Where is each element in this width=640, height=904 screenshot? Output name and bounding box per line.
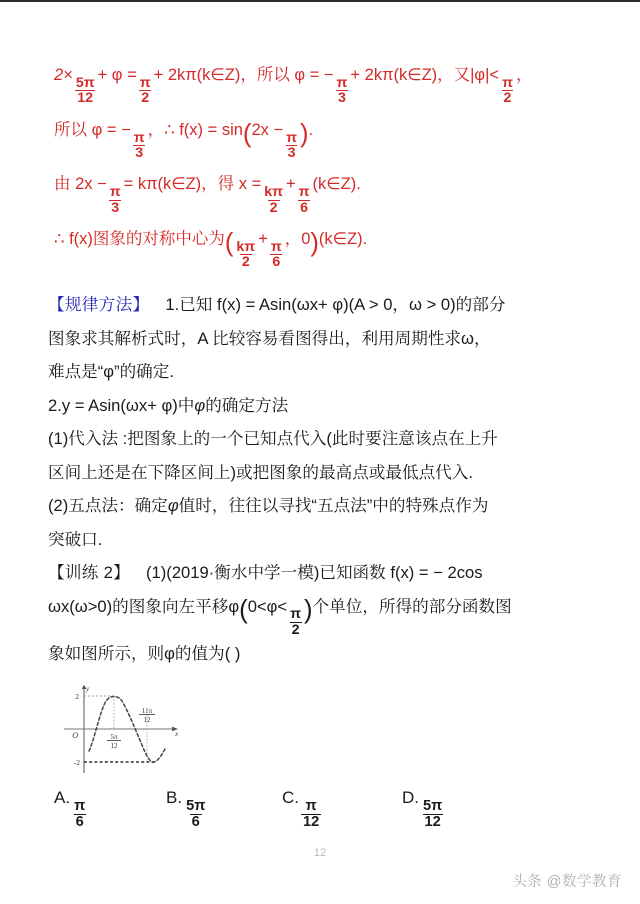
sol3-end: (k∈Z). (312, 175, 361, 194)
x-tick-label-5pi-12 (107, 733, 121, 750)
solution-block (54, 64, 614, 283)
option-b-label: B. (166, 788, 183, 807)
method-item2-post: 的确定方法 (205, 395, 289, 415)
method-sub2-pre: (2)五点法：确定 (48, 496, 168, 515)
sol2-left-paren: ( (242, 119, 252, 148)
sol1-lead: 2× (54, 66, 73, 84)
body-text-block (48, 288, 614, 671)
exercise-left-paren: ( (239, 596, 248, 625)
sol4-end: (k∈Z). (318, 230, 368, 249)
sol1-tail: + 2kπ(k∈Z)，又|φ|< (350, 66, 500, 84)
sol4-mid: ，0 (284, 230, 311, 249)
sol2-inner: 2x − (251, 120, 284, 139)
solution-line-1 (54, 64, 614, 106)
sol1-frac-pi-2b: $\frac{\pi}{2}$ (502, 74, 513, 107)
exercise-line-3: 象如图所示，则φ的值为( ) (48, 644, 241, 664)
exercise-stem-1: (1)(2019·衡水中学一模)已知函数 f(x) = − 2cos (146, 563, 483, 582)
exercise-line-2 (48, 590, 614, 638)
sol2-mid: ，∴ f(x) = sin (147, 120, 243, 139)
y-axis-label: y (86, 685, 90, 693)
sol1-frac-pi-3: $\frac{\pi}{3}$ (336, 74, 348, 107)
method-item1-line3: 难点是“φ”的确定. (48, 362, 174, 381)
method-sub2-post: 值时，往往以寻找“五点法”中的特殊点作为 (178, 496, 489, 515)
sol2-frac-pi-3b: $\frac{\pi}{3}$ (286, 129, 297, 161)
option-d[interactable] (402, 788, 445, 830)
page-number: 12 (313, 847, 327, 859)
sol3-lead: 由 2x − (54, 175, 107, 194)
option-c[interactable] (282, 788, 322, 830)
option-a[interactable] (54, 788, 88, 830)
sol3-mid: = kπ(k∈Z)，得 x = (123, 175, 262, 194)
x-tick-label-11pi-12 (139, 707, 155, 724)
exercise-line-1 (48, 556, 614, 590)
solution-line-4 (54, 228, 614, 270)
y-tick-label-neg2: -2 (73, 758, 80, 767)
phi-symbol-1: φ (194, 395, 206, 415)
sol1-plus-phi: + φ = (97, 66, 137, 84)
sol2-lead: 所以 φ = − (54, 120, 131, 139)
sol3-frac-pi-3: $\frac{\pi}{3}$ (109, 184, 121, 216)
option-d-label: D. (402, 788, 419, 807)
method-sub1-line1: (1)代入法 :把图象上的一个已知点代入(此时要注意该点在上升 (48, 429, 498, 448)
function-graph-figure (62, 685, 247, 777)
phi-symbol-2: φ (167, 496, 179, 515)
sol4-left-paren: ( (224, 229, 234, 258)
sol1-frac-pi-2: $\frac{\pi}{2}$ (139, 74, 151, 107)
solution-line-3 (54, 173, 614, 215)
graph-svg (62, 685, 247, 777)
option-a-value: $\frac{\pi}{6}$ (74, 798, 86, 830)
x-tick-11pi-12-num: 11π (141, 707, 153, 715)
x-axis-label: x (175, 730, 179, 738)
x-tick-11pi-12-den: 12 (143, 716, 151, 724)
sol4-frac-kpi-2: $\frac{k\pi}{2}$ (236, 239, 256, 271)
exercise-ineq: 0<φ< (247, 596, 288, 616)
document-page (0, 2, 640, 904)
sol2-right-paren: ) (299, 119, 309, 148)
exercise-stem-2-post: 个单位，所得的部分函数图 (312, 596, 512, 616)
method-sub2-line1 (48, 489, 614, 523)
sol1-mid: + 2kπ(k∈Z)，所以 φ = − (153, 66, 334, 84)
exercise-frac-pi-2: $\frac{\pi}{2}$ (290, 606, 301, 638)
option-c-label: C. (282, 788, 299, 807)
sol4-right-paren: ) (310, 229, 319, 258)
method-item1-line2: 图象求其解析式时，A 比较容易看图得出，利用周期性求ω， (48, 328, 491, 348)
sol4-plus: + (258, 230, 268, 249)
x-tick-5pi-12-den: 12 (110, 742, 118, 750)
x-tick-5pi-12-num: 5π (110, 733, 118, 741)
exercise-right-paren: ) (304, 596, 313, 625)
sol1-frac-5pi-12: $\frac{5\pi}{12}$ (75, 74, 95, 107)
exercise-stem-2-pre: ωx(ω>0)的图象向左平移φ (48, 596, 240, 616)
sol3-frac-kpi-2: $\frac{k\pi}{2}$ (264, 184, 283, 216)
option-a-label: A. (54, 788, 71, 807)
sol2-end: . (308, 120, 314, 139)
sol2-frac-pi-3: $\frac{\pi}{3}$ (133, 129, 145, 161)
sol4-frac-pi-6: $\frac{\pi}{6}$ (270, 239, 282, 271)
method-item2-pre: 2.y = Asin(ωx+ φ)中 (48, 395, 195, 415)
method-sub1-line2: 区间上还是在下降区间上)或把图象的最高点或最低点代入. (48, 462, 473, 482)
watermark: 头条 @数学教育 (512, 874, 622, 890)
sol1-end: ， (515, 66, 533, 84)
sol4-lead: ∴ f(x)图象的对称中心为 (54, 230, 225, 249)
method-tag: 【规律方法】 (48, 295, 150, 314)
origin-label: O (72, 731, 78, 740)
method-item2-heading (48, 389, 614, 423)
option-d-value: $\frac{5\pi}{12}$ (423, 798, 443, 830)
option-b[interactable] (166, 788, 208, 830)
y-tick-label-2: 2 (75, 692, 79, 701)
option-c-value: $\frac{\pi}{12}$ (303, 798, 320, 830)
method-sub2-line2: 突破口. (48, 529, 103, 549)
method-item1-line1: 1.已知 f(x) = Asin(ωx+ φ)(A > 0，ω > 0)的部分 (165, 295, 506, 314)
exercise-tag: 【训练 2】 (48, 563, 131, 582)
sol3-frac-pi-6: $\frac{\pi}{6}$ (298, 184, 310, 216)
option-b-value: $\frac{5\pi}{6}$ (186, 798, 206, 830)
solution-line-2 (54, 119, 614, 161)
sol3-plus: + (285, 175, 296, 194)
method-paragraph-1 (48, 288, 614, 322)
